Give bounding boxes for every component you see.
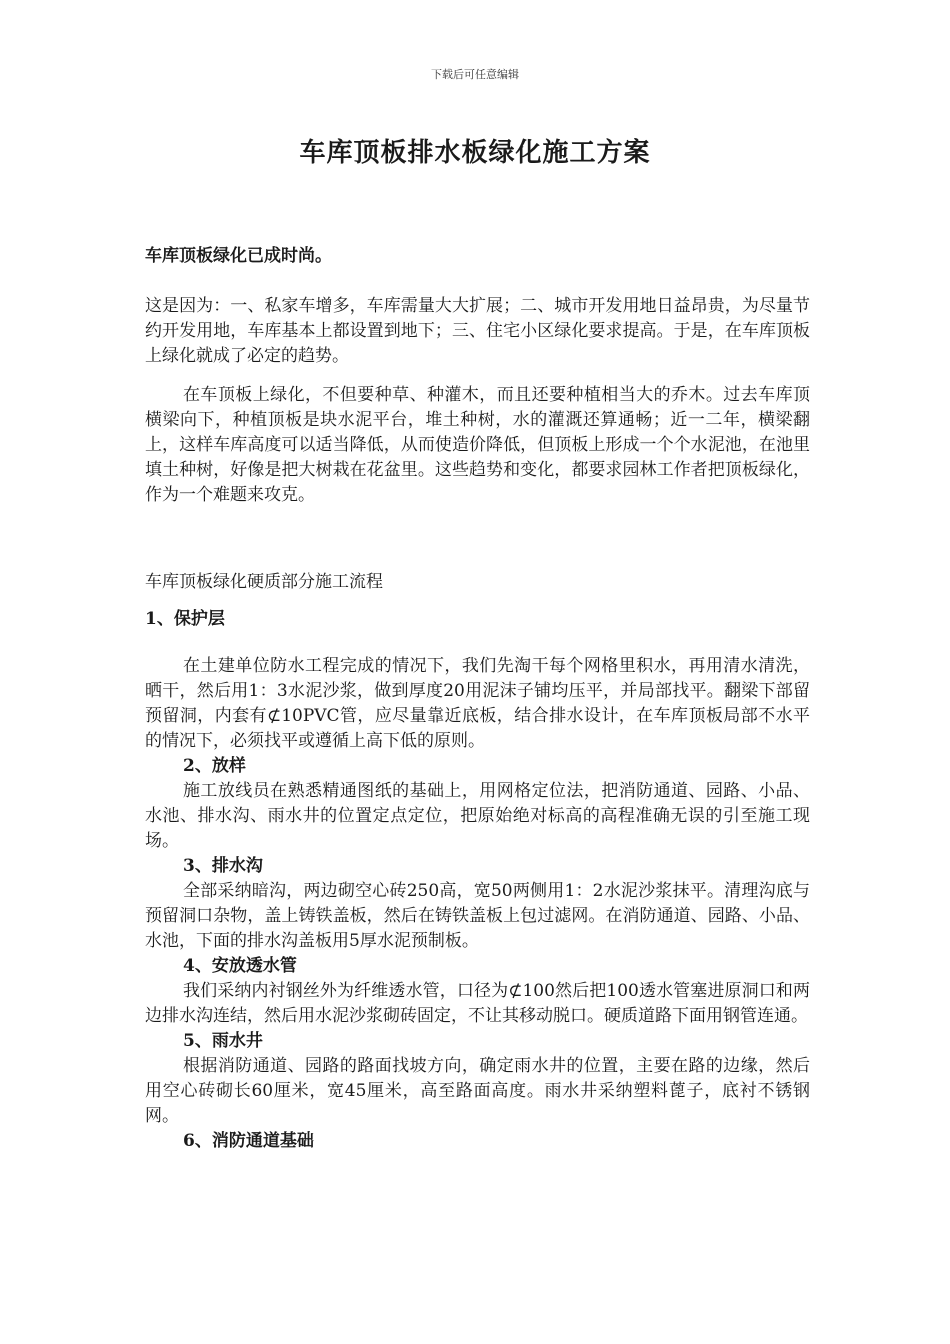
intro-paragraph-2: 在车顶板上绿化，不但要种草、种灌木，而且还要种植相当大的乔木。过去车库顶横梁向下，种植顶板是块水泥平台，堆土种树，水的灌溉还算通畅；近一二年，横梁翻上，这样车库高度可以适当降低，从而使造价降低，但顶板上形成一个个水泥池，在池里填土种树，好像是把大树栽在花盆里。这些趋势和变化，都要求园林工作者把顶板绿化，作为一个难题来攻克。	[145, 385, 810, 505]
item-text-2: 施工放线员在熟悉精通图纸的基础上，用网格定位法，把消防通道、园路、小品、水池、排水沟、雨水井的位置定点定位，把原始绝对标高的高程准确无误的引至施工现场。	[145, 781, 810, 851]
document-body	[145, 244, 810, 1154]
item-text-1: 在土建单位防水工程完成的情况下，我们先淘干每个网格里积水，再用清水清洗，晒干，然后用1：3水泥沙浆，做到厚度20用泥沫子铺均压平，并局部找平。翻梁下部留预留洞，内套有⊄10PVC管，应尽量靠近底板，结合排水设计，在车库顶板局部不水平的情况下，必须找平或遵循上高下低的原则。	[145, 656, 810, 751]
item-heading-1: 1、保护层	[145, 609, 225, 629]
intro-paragraph-1: 这是因为：一、私家车增多，车库需量大大扩展；二、城市开发用地日益昂贵，为尽量节约开发用地，车库基本上都设置到地下；三、住宅小区绿化要求提高。于是，在车库顶板上绿化就成了必定的趋势。	[145, 296, 810, 366]
intro-lead: 车库顶板绿化已成时尚。	[145, 246, 332, 266]
item-heading-2: 2、放样	[183, 756, 246, 776]
header-note: 下载后可任意编辑	[431, 68, 519, 81]
item-text-3: 全部采纳暗沟，两边砌空心砖250高，宽50两侧用1：2水泥沙浆抹平。清理沟底与预留洞口杂物，盖上铸铁盖板，然后在铸铁盖板上包过滤网。在消防通道、园路、小品、水池，下面的排水沟盖板用5厚水泥预制板。	[145, 881, 810, 951]
item-heading-6: 6、消防通道基础	[183, 1131, 314, 1151]
item-heading-4: 4、安放透水管	[183, 956, 297, 976]
item-heading-3: 3、排水沟	[183, 856, 263, 876]
item-text-4: 我们采纳内衬钢丝外为纤维透水管，口径为⊄100然后把100透水管塞进原洞口和两边排水沟连结，然后用水泥沙浆砌砖固定，不让其移动脱口。硬质道路下面用钢管连通。	[145, 981, 810, 1026]
item-heading-5: 5、雨水井	[183, 1031, 263, 1051]
section-title: 车库顶板绿化硬质部分施工流程	[145, 572, 383, 592]
item-text-5: 根据消防通道、园路的路面找坡方向，确定雨水井的位置，主要在路的边缘，然后用空心砖砌长60厘米，宽45厘米，高至路面高度。雨水井采纳塑料蓖子，底衬不锈钢网。	[145, 1056, 810, 1126]
document-title: 车库顶板排水板绿化施工方案	[299, 138, 651, 168]
